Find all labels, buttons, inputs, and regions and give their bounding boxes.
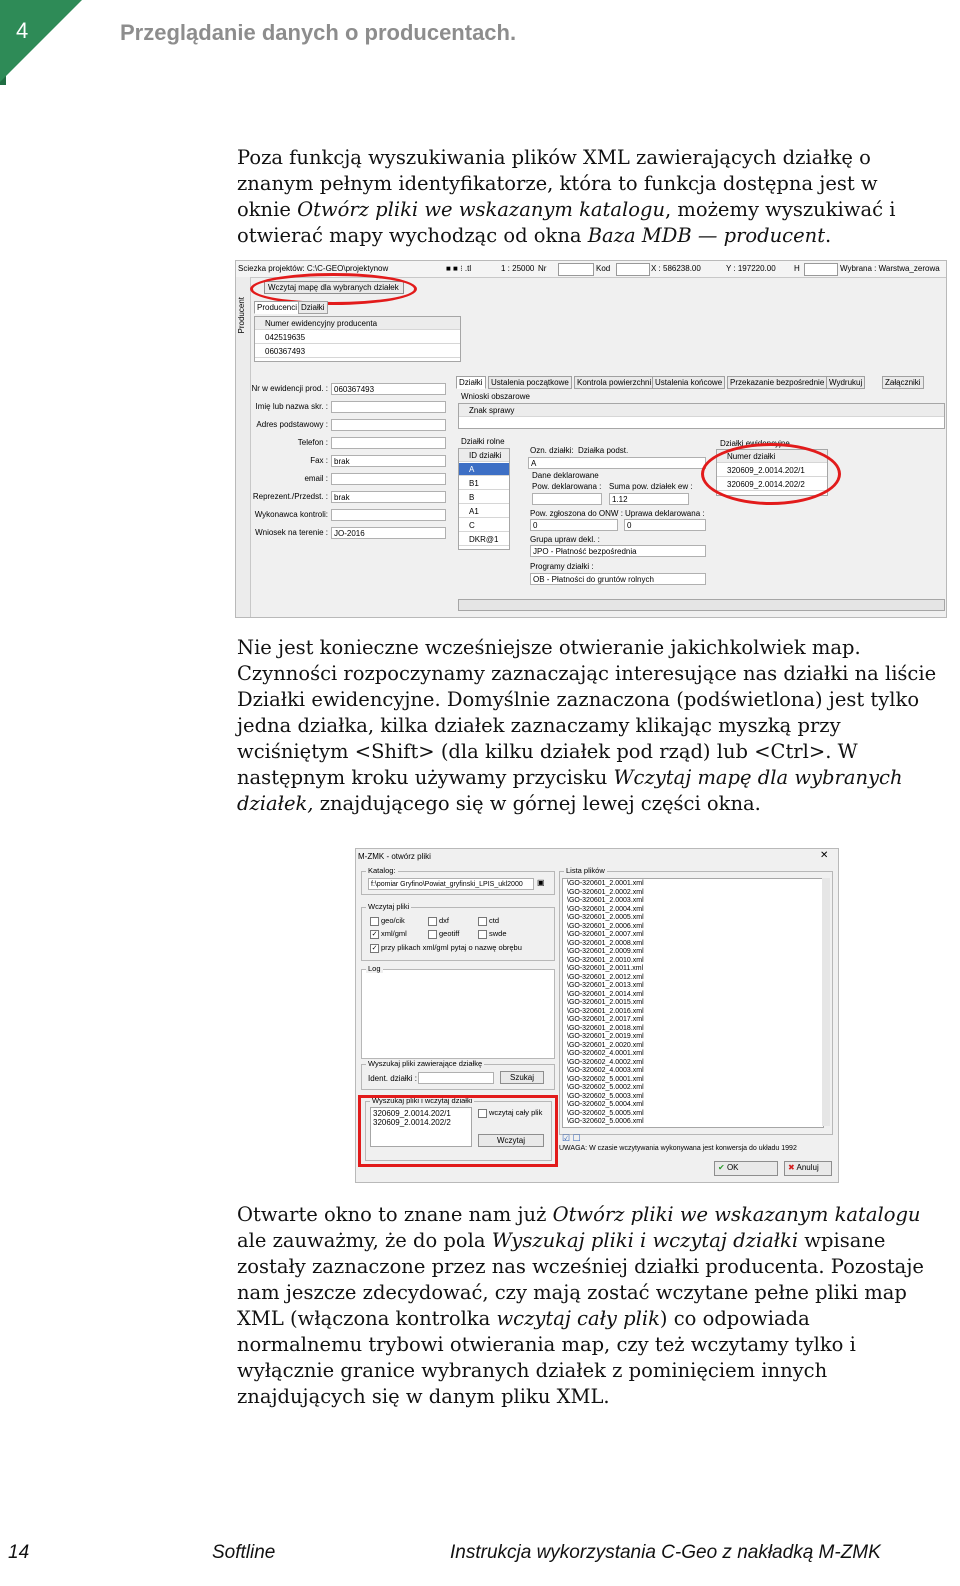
file-list-item[interactable]: \GO-320601_2.0019.xml <box>567 1033 644 1040</box>
checkbox-ask-name-label: przy plikach xml/gml pytaj o nazwę obrębu <box>381 943 522 952</box>
header-accent-triangle <box>0 0 82 82</box>
det-ozn-field[interactable]: A <box>528 457 706 469</box>
form-email-label: email : <box>304 474 328 483</box>
side-panel <box>236 277 251 617</box>
det-group-field[interactable]: JPO - Płatność bezpośrednia <box>530 545 706 557</box>
det-onw-field[interactable]: 0 <box>530 519 618 531</box>
checkbox-swde-label: swde <box>489 929 507 938</box>
footer-page-number: 14 <box>8 1542 30 1563</box>
cancel-x-icon: ✖ <box>788 1163 795 1172</box>
file-list-item[interactable]: \GO-320601_2.0009.xml <box>567 948 644 955</box>
det-upr-field[interactable]: 0 <box>624 519 706 531</box>
catalog-group <box>361 866 555 895</box>
dialog-title: M-ZMK - otwórz pliki <box>358 852 431 861</box>
file-list-group <box>559 866 833 1135</box>
areas-header: Znak sprawy <box>459 404 944 417</box>
file-list-item[interactable]: \GO-320601_2.0005.xml <box>567 914 644 921</box>
file-list-item[interactable]: \GO-320601_2.0004.xml <box>567 905 644 913</box>
p1-italic-1: Otwórz pliki we wskazanym katalogu <box>297 198 666 221</box>
tab-przekazanie-bezposrednie[interactable]: Przekazanie bezpośrednie <box>727 376 827 389</box>
file-list-item[interactable]: \GO-320601_2.0013.xml <box>567 982 644 989</box>
folder-icon[interactable]: ▣ <box>537 878 545 887</box>
checkbox-xml[interactable]: ✓ xml/gml <box>371 929 407 938</box>
parcel-row[interactable]: C <box>459 519 509 532</box>
p2-text-1: Nie jest konieczne wcześniejsze otwieranie jakichkolwiek map. Czynności rozpoczynamy zaznaczając interesujące nas działki na liście Działki ewidencyjne. Domyślnie zaznaczona (podświetlona) jest tylko jedna działka, kilka działek zaznaczamy klikając myszką przy wciśniętym <Shift> (dla kilku działek pod rząd) lub <Ctrl>. W następnym kroku używamy przycisku <box>237 636 937 789</box>
file-list-item[interactable]: \GO-320601_2.0020.xml <box>567 1041 644 1049</box>
producer-row[interactable]: 060367493 <box>255 345 460 358</box>
p3-text-3: wpisane zostały zaznaczone przez nas wcześniej działki producenta. Pozostaje nam jeszcze zdecydować, czy mają zostać wczytane pełne pliki map XML (włączona kontrolka <box>237 1229 924 1330</box>
producer-row[interactable]: 042519635 <box>255 331 460 344</box>
parcels-grid <box>458 448 510 550</box>
tab-kontrola-powierzchni[interactable]: Kontrola powierzchni <box>574 376 654 389</box>
catalog-field[interactable]: f:\pomiar Gryfino\Powiat_gryfinski_LPIS_ukl2000 <box>368 878 534 890</box>
tab-producenci[interactable]: Producenci <box>254 301 300 314</box>
file-list-item[interactable]: \GO-320602_5.0004.xml <box>567 1101 644 1108</box>
scale-value: 1 : 25000 <box>501 264 535 273</box>
form-fax-field[interactable]: brak <box>331 455 446 467</box>
open-files-dialog-screenshot <box>355 848 839 1183</box>
file-list-item[interactable]: \GO-320601_2.0003.xml <box>567 897 644 904</box>
form-name-label: Imię lub nazwa skr. : <box>255 402 328 411</box>
ok-button[interactable] <box>714 1161 778 1176</box>
load-button[interactable]: Wczytaj <box>478 1134 544 1147</box>
nr-input[interactable] <box>558 263 594 276</box>
p2-italic-1: Wczytaj mapę dla wybranych działek, <box>237 766 903 815</box>
cancel-button-label: Anuluj <box>796 1163 819 1172</box>
form-control-label: Wykonawca kontroli: <box>254 510 328 519</box>
file-list-item[interactable]: \GO-320601_2.0018.xml <box>567 1024 644 1032</box>
det-sum-label: Suma pow. działek ew : <box>609 482 693 491</box>
y-coordinate: Y : 197220.00 <box>726 264 776 273</box>
p3-italic-1: Otwórz pliki we wskazanym katalogu <box>552 1203 921 1226</box>
h-label: H <box>794 264 800 273</box>
det-group-label: Grupa upraw dekl. : <box>530 535 600 544</box>
file-list-item[interactable]: \GO-320602_5.0003.xml <box>567 1092 644 1100</box>
toolbar-icons: ■ ■ ⁝ .tl <box>446 264 472 273</box>
footer-company: Softline <box>212 1542 276 1563</box>
p1-italic-2: Baza MDB — producent <box>587 224 826 247</box>
footer-doc-title: Instrukcja wykorzystania C-Geo z nakładką M-ZMK <box>450 1542 881 1563</box>
paragraph-2 <box>237 635 937 817</box>
selected-parcel-item: 320609_2.0014.202/1 <box>373 1109 451 1118</box>
p3-italic-3: wczytaj cały plik <box>496 1307 660 1330</box>
chapter-title: Przeglądanie danych o producentach. <box>120 20 517 45</box>
form-email-field[interactable] <box>331 473 446 485</box>
file-list-item[interactable]: \GO-320601_2.0012.xml <box>567 973 644 981</box>
form-phone-field[interactable] <box>331 437 446 449</box>
areas-grid <box>458 403 945 429</box>
cancel-button[interactable] <box>784 1161 832 1176</box>
form-control-field[interactable] <box>331 509 446 521</box>
det-podst-label: Działka podst. <box>578 446 629 455</box>
search-group-label: Wyszukaj pliki zawierające działkę <box>368 1059 483 1068</box>
tab-zalaczniki[interactable]: Załączniki <box>882 376 924 389</box>
file-list[interactable] <box>562 878 824 1128</box>
file-list-item[interactable]: \GO-320602_5.0005.xml <box>567 1109 644 1117</box>
checkbox-swde[interactable] <box>478 929 507 939</box>
side-panel-label: Producent <box>237 297 246 334</box>
load-files-group <box>361 902 555 961</box>
catalog-label: Katalog: <box>368 866 396 875</box>
file-list-item[interactable]: \GO-320601_2.0008.xml <box>567 939 644 947</box>
tab-wydrukuj[interactable]: Wydrukuj <box>826 376 865 389</box>
det-prog-label: Programy działki : <box>530 562 594 571</box>
det-prog-field[interactable]: OB - Płatności do gruntów rolnych <box>530 573 706 585</box>
producer-window-screenshot <box>235 260 947 618</box>
det-onw-label: Pow. zgłoszona do ONW : <box>530 509 623 518</box>
p1-text-2: , możemy wyszukiwać i otwierać mapy wychodząc od okna <box>237 198 896 247</box>
ok-check-icon: ✔ <box>718 1163 725 1172</box>
det-sum-field[interactable]: 1.12 <box>609 493 689 505</box>
form-address-label: Adres podstawowy : <box>256 420 328 429</box>
det-declared-label: Dane deklarowane <box>532 471 599 480</box>
file-list-item[interactable]: \GO-320601_2.0006.xml <box>567 922 644 930</box>
p3-text-1: Otwarte okno to znane nam już <box>237 1203 553 1226</box>
parcel-row[interactable]: A <box>459 463 509 476</box>
selected-layer: Wybrana : Warstwa_zerowa <box>840 264 940 273</box>
highlight-load-parcels <box>358 1095 558 1167</box>
file-list-scrollbar[interactable] <box>822 878 830 1126</box>
form-request-field[interactable]: JO-2016 <box>331 527 446 539</box>
select-all-icon[interactable]: ☑ ☐ <box>562 1133 581 1143</box>
ident-field[interactable] <box>418 1072 494 1084</box>
ew-label: Działki ewidencyjne <box>720 439 790 448</box>
file-list-item[interactable]: \GO-320602_4.0003.xml <box>567 1067 644 1074</box>
file-list-item[interactable]: \GO-320601_2.0002.xml <box>567 888 644 896</box>
tab-dzialki[interactable]: Działki <box>298 301 328 314</box>
load-parcels-label: Wyszukaj pliki i wczytaj działki <box>372 1096 473 1105</box>
parcels-label: Działki rolne <box>461 437 505 446</box>
parcels-header: ID działki <box>459 449 509 462</box>
checkbox-ask-name[interactable]: ✓ przy plikach xml/gml pytaj o nazwę obrębu <box>371 943 522 952</box>
file-list-item[interactable]: \GO-320601_2.0017.xml <box>567 1016 644 1023</box>
file-list-item[interactable]: \GO-320602_5.0006.xml <box>567 1118 644 1125</box>
form-request-label: Wniosek na terenie : <box>255 528 328 537</box>
p1-text-1: Poza funkcją wyszukiwania plików XML zawierających działkę o znanym pełnym identyfikatorze, która to funkcja dostępna jest w oknie <box>237 146 878 221</box>
file-list-item[interactable]: \GO-320602_5.0002.xml <box>567 1084 644 1091</box>
producer-list-header: Numer ewidencyjny producenta <box>255 317 460 330</box>
chapter-number: 4 <box>16 18 29 43</box>
checkbox-whole-file-label: wczytaj cały plik <box>489 1108 543 1117</box>
log-label: Log <box>368 964 381 973</box>
form-nr-label: Nr w ewidencji prod. : <box>251 384 328 393</box>
selected-parcel-item: 320609_2.0014.202/2 <box>373 1118 451 1127</box>
checkbox-xml-label: xml/gml <box>381 929 407 938</box>
file-list-item[interactable]: \GO-320601_2.0016.xml <box>567 1007 644 1015</box>
conversion-warning: UWAGA: W czasie wczytywania wykonywana jest konwersja do układu 1992 <box>559 1145 797 1152</box>
parcel-row[interactable]: B1 <box>459 477 509 490</box>
producer-list <box>254 316 461 362</box>
checkbox-geocik[interactable] <box>370 916 405 926</box>
file-list-item[interactable]: \GO-320601_2.0007.xml <box>567 931 644 938</box>
nr-label: Nr <box>538 264 547 273</box>
file-list-item[interactable]: \GO-320602_4.0002.xml <box>567 1058 644 1066</box>
p2-text-2: znajdującego się w górnej lewej części okna. <box>313 792 761 815</box>
paragraph-1 <box>237 145 937 249</box>
ok-button-label: OK <box>726 1163 739 1172</box>
file-list-item[interactable]: \GO-320602_4.0001.xml <box>567 1050 644 1057</box>
paragraph-3 <box>237 1202 937 1410</box>
parcel-row[interactable]: B <box>459 491 509 504</box>
ew-header: Numer działki <box>717 450 827 463</box>
p1-text-3: . <box>825 224 832 247</box>
file-list-label: Lista plików <box>566 866 605 875</box>
file-list-item[interactable]: \GO-320601_2.0001.xml <box>567 880 644 887</box>
form-nr-field[interactable]: 060367493 <box>331 383 446 395</box>
det-upr-label: Uprawa deklarowana : <box>625 509 705 518</box>
p3-text-4: ) co odpowiada normalnemu trybowi otwierania map, czy też wczytamy tylko i wyłącznie granice wybranych działek z pominięciem innych znajdujących się w danym pliku XML. <box>237 1307 856 1408</box>
p3-italic-2: Wyszukaj pliki i wczytaj działki <box>491 1229 799 1252</box>
highlight-ew-parcels <box>701 443 841 505</box>
parcel-row[interactable]: DKR@1 <box>459 533 509 546</box>
search-button[interactable]: Szukaj <box>500 1071 544 1084</box>
checkbox-ctd[interactable] <box>478 916 499 926</box>
path-label: Sciezka projektów: C:\C-GEO\projektynow <box>238 264 389 273</box>
close-icon[interactable]: ✕ <box>820 850 829 861</box>
checkbox-dxf[interactable] <box>428 916 449 926</box>
kod-input[interactable] <box>616 263 650 276</box>
checkbox-geotiff-label: geotiff <box>439 929 460 938</box>
form-fax-label: Fax : <box>310 456 328 465</box>
file-list-item[interactable]: \GO-320602_5.0001.xml <box>567 1075 644 1083</box>
parcel-row[interactable]: A1 <box>459 505 509 518</box>
load-files-label: Wczytaj pliki <box>368 902 410 911</box>
file-list-item[interactable]: \GO-320601_2.0011.xml <box>567 965 644 972</box>
file-list-item[interactable]: \GO-320601_2.0014.xml <box>567 990 644 998</box>
log-group <box>361 964 555 1059</box>
ew-parcel-row[interactable]: 320609_2.0014.202/1 <box>717 464 827 477</box>
det-ozn-label: Ozn. działki: <box>530 446 574 455</box>
h-input[interactable] <box>804 263 838 276</box>
form-rep-field[interactable]: brak <box>331 491 446 503</box>
checkbox-geotiff[interactable] <box>428 929 459 939</box>
file-list-item[interactable]: \GO-320601_2.0015.xml <box>567 999 644 1006</box>
tab-ustalenia-koncowe[interactable]: Ustalenia końcowe <box>652 376 725 389</box>
areas-label: Wnioski obszarowe <box>461 392 530 401</box>
p3-text-2: ale zauważmy, że do pola <box>237 1229 492 1252</box>
file-list-item[interactable]: \GO-320601_2.0010.xml <box>567 956 644 964</box>
form-phone-label: Telefon : <box>297 438 328 447</box>
search-group <box>361 1059 555 1090</box>
x-coordinate: X : 586238.00 <box>651 264 701 273</box>
kod-label: Kod <box>596 264 611 273</box>
det-pow-label: Pow. deklarowana : <box>532 482 602 491</box>
det-pow-field[interactable] <box>532 493 602 505</box>
horizontal-scrollbar[interactable] <box>458 599 945 611</box>
form-name-field[interactable] <box>331 401 446 413</box>
checkbox-dxf-label: dxf <box>439 916 450 925</box>
tab-ustalenia-poczatkowe[interactable]: Ustalenia początkowe <box>488 376 572 389</box>
tab-main-dzialki[interactable]: Działki <box>456 376 486 389</box>
checkbox-geocik-label: geo/cik <box>381 916 405 925</box>
checkbox-ctd-label: ctd <box>489 916 500 925</box>
form-address-field[interactable] <box>331 419 446 431</box>
ew-parcel-row[interactable]: 320609_2.0014.202/2 <box>717 478 827 491</box>
load-map-for-selected-parcels-button[interactable]: Wczytaj mapę dla wybranych działek <box>264 281 404 294</box>
ident-label: Ident. działki : <box>368 1074 417 1083</box>
form-rep-label: Reprezent./Przedst. : <box>252 492 328 501</box>
